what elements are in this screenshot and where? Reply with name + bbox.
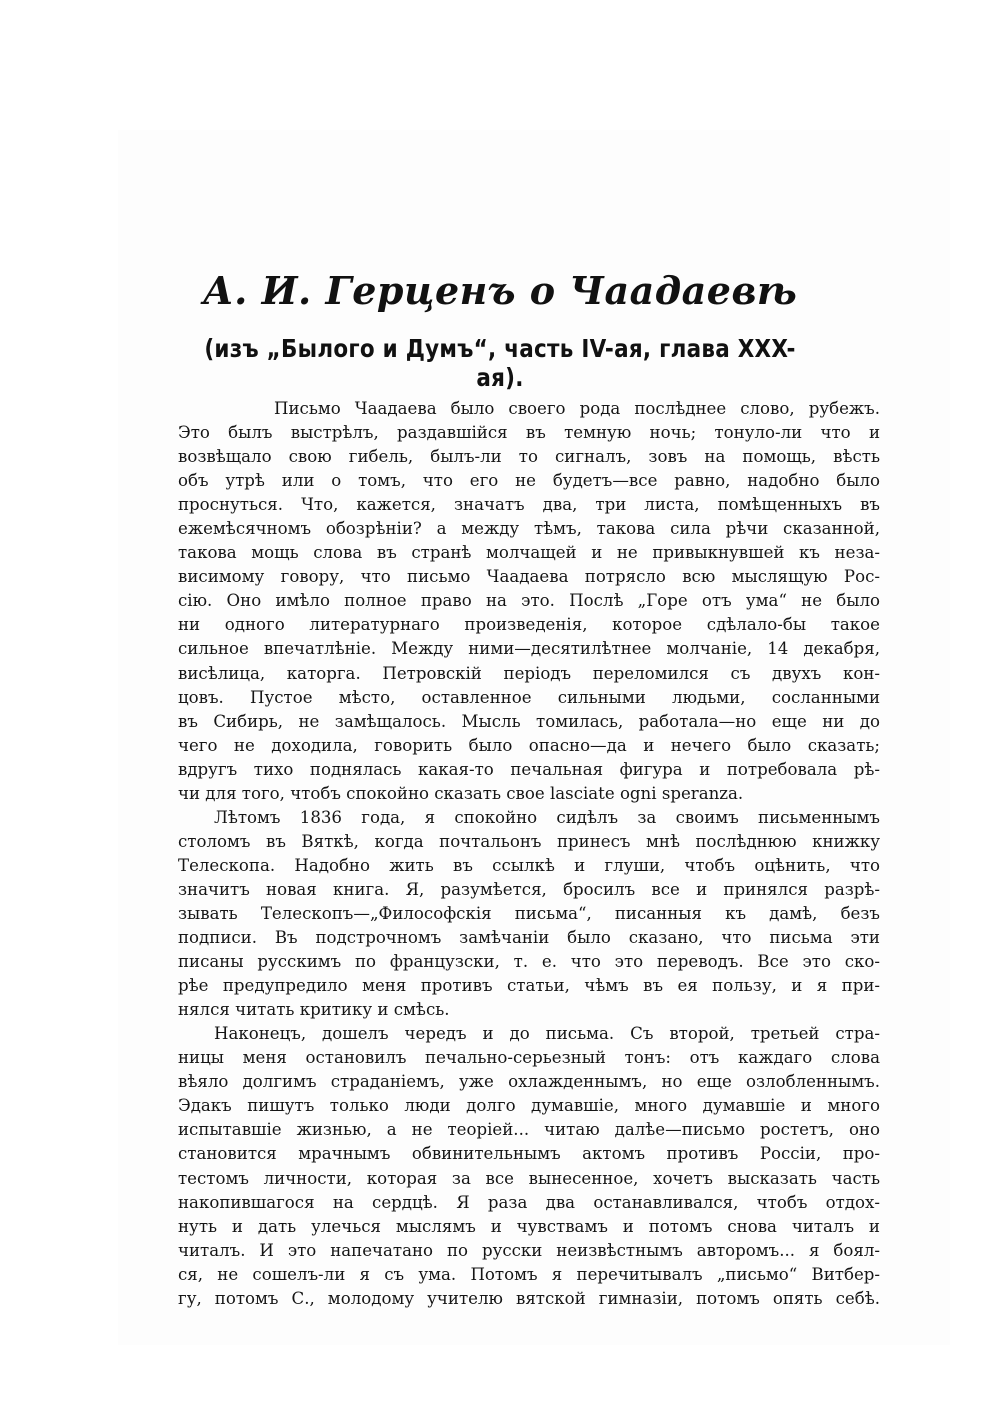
text-line: нялся читать критику и смѣсь. [178,1000,450,1020]
text-line: сію. Оно имѣло полное право на это. Послѣ „Горе отъ ума“ не было [178,591,880,611]
text-line: проснуться. Что, кажется, значатъ два, три листа, помѣщенныхъ въ [178,495,880,515]
text-line: ни одного литературнаго произведенія, которое сдѣлало-бы такое [178,615,880,635]
text-line: Наконецъ, дошелъ чередъ и до письма. Съ второй, третьей стра- [214,1024,880,1044]
article-title: А. И. Герценъ о Чаадаевѣ [202,268,798,313]
paragraph-2 [178,806,880,1022]
text-line: въ Сибирь, не замѣщалось. Мысль томилась, работала—но еще ни до [178,711,880,731]
text-line: чи для того, чтобъ спокойно сказать свое lasciate ogni speranza. [178,783,744,803]
text-line: становится мрачнымъ обвинительнымъ актомъ противъ Россіи, про- [178,1144,880,1164]
text-line: Телескопа. Надобно жить въ ссылкѣ и глуши, чтобъ оцѣнить, что [178,855,880,875]
text-line: нуть и дать улечься мыслямъ и чувствамъ и потомъ снова читалъ и [178,1216,880,1236]
text-line: тестомъ личности, которая за все вынесенное, хочетъ высказать часть [178,1168,880,1188]
paragraph-3 [178,1022,880,1311]
text-line: Эдакъ пишутъ только люди долго думавшіе, много думавшіе и много [178,1096,880,1116]
text-line: Это былъ выстрѣлъ, раздавшійся въ темную ночь; тонуло-ли что и [178,423,880,443]
text-line: сильное впечатлѣніе. Между ними—десятилѣтнее молчаніе, 14 декабря, [178,639,880,659]
text-line: цовъ. Пустое мѣсто, оставленное сильными людьми, сосланными [178,687,880,707]
text-line: вѣяло долгимъ страданіемъ, уже охлажденнымъ, но еще озлобленнымъ. [178,1072,880,1092]
text-line: писаны русскимъ по французски, т. е. что это переводъ. Все это ско- [178,952,880,972]
article-subtitle: (изъ „Былого и Думъ“, часть IV-ая, глава XXX-ая). [204,334,796,392]
text-line: ежемѣсячномъ обозрѣніи? а между тѣмъ, такова сила рѣчи сказанной, [178,519,880,539]
text-line: Письмо Чаадаева было своего рода послѣднее слово, рубежъ. [274,399,880,418]
text-line: значитъ новая книга. Я, разумѣется, бросилъ все и принялся разрѣ- [178,879,880,899]
text-line: зывать Телескопъ—„Философскія письма“, писанныя къ дамѣ, безъ [178,903,880,923]
paragraph-1 [178,397,880,806]
text-line: висимому говору, что письмо Чаадаева потрясло всю мыслящую Рос- [178,567,880,587]
text-line: возвѣщало свою гибель, былъ-ли то сигналъ, зовъ на помощь, вѣсть [178,447,880,467]
text-line: висѣлица, каторга. Петровскій періодъ переломился съ двухъ кон- [178,663,880,683]
text-line: ницы меня остановилъ печально-серьезный тонъ: отъ каждаго слова [178,1048,880,1068]
text-line: гу, потомъ С., молодому учителю вятской гимназіи, потомъ опять себѣ. [178,1288,880,1308]
text-line: объ утрѣ или о томъ, что его не будетъ—все равно, надобно было [178,471,880,491]
text-line: такова мощь слова въ странѣ молчащей и не привыкнувшей къ неза- [178,543,880,563]
text-line: накопившагося на сердцѣ. Я раза два останавливался, чтобъ отдох- [178,1192,880,1212]
text-line: подписи. Въ подстрочномъ замѣчаніи было сказано, что письма эти [178,928,880,948]
text-line: чего не доходила, говорить было опасно—да и нечего было сказать; [178,735,880,755]
text-line: читалъ. И это напечатано по русски неизвѣстнымъ авторомъ... я боял- [178,1240,880,1260]
text-line: Лѣтомъ 1836 года, я спокойно сидѣлъ за своимъ письменнымъ [214,807,880,827]
text-line: столомъ въ Вяткѣ, когда почтальонъ принесъ мнѣ послѣднюю книжку [178,831,880,851]
text-line: вдругъ тихо поднялась какая-то печальная фигура и потребовала рѣ- [178,759,880,779]
text-line: рѣе предупредило меня противъ статьи, чѣмъ въ ея пользу, и я при- [178,976,880,996]
article-body [178,397,880,1311]
text-line: ся, не сошелъ-ли я съ ума. Потомъ я перечитывалъ „письмо“ Витбер- [178,1264,880,1284]
text-line: испытавшіе жизнью, а не теоріей... читаю далѣе—письмо ростетъ, оно [178,1120,880,1140]
